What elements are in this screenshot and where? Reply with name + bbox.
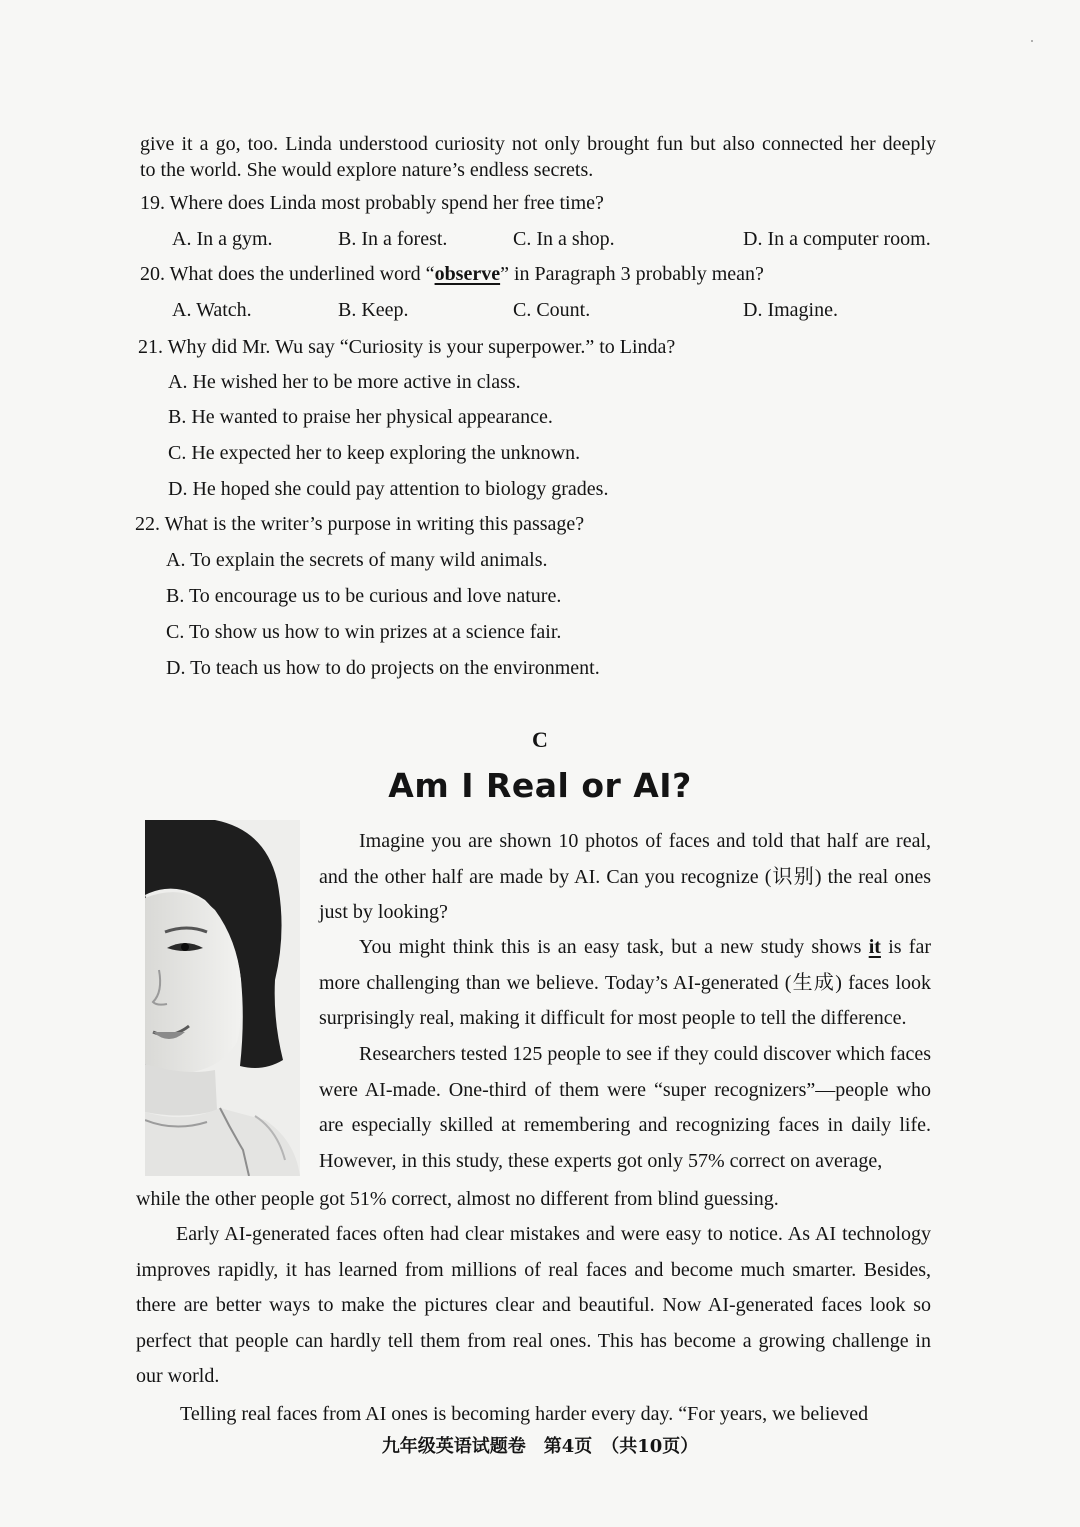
underlined-word-it: it bbox=[868, 936, 881, 958]
question-stem: Where does Linda most probably spend her free time? bbox=[169, 192, 604, 214]
q19-option-a: A. In a gym. bbox=[172, 228, 273, 250]
q20-option-a: A. Watch. bbox=[172, 299, 252, 321]
paragraph-1-text: Imagine you are shown 10 photos of faces and told that half are real, and the other half are made by AI. Can you recognize (识别) the real ones just by looking? bbox=[319, 830, 931, 923]
question-number: 22. bbox=[135, 513, 160, 535]
question-stem: Why did Mr. Wu say “Curiosity is your superpower.” to Linda? bbox=[167, 336, 676, 358]
passage-paragraph-3 bbox=[319, 1037, 931, 1179]
paragraph-3-last-line: while the other people got 51% correct, almost no different from blind guessing. bbox=[136, 1188, 779, 1210]
underlined-word-observe: observe bbox=[434, 263, 501, 285]
section-letter: C bbox=[532, 727, 548, 752]
page-footer: 九年级英语试题卷 第4页 （共10页） bbox=[381, 1436, 699, 1457]
passage-b-line-1: give it a go, too. Linda understood curiosity not only brought fun but also connected her deeply bbox=[140, 133, 936, 155]
q20-option-b: B. Keep. bbox=[338, 299, 409, 321]
q21-option-b: B. He wanted to praise her physical appearance. bbox=[168, 406, 553, 428]
paragraph-4-text: Early AI-generated faces often had clear mistakes and were easy to notice. As AI technology improves rapidly, it has learned from millions of real faces and become much smarter. Besides, there are better ways to make the pictures clear and beautiful. Now AI-generated faces look so perfect that people can hardly tell them from real ones. This has become a growing challenge in our world. bbox=[136, 1223, 931, 1387]
question-number: 21. bbox=[138, 336, 163, 358]
q19-option-d: D. In a computer room. bbox=[743, 228, 931, 250]
question-19 bbox=[140, 190, 604, 216]
passage-paragraph-4 bbox=[136, 1217, 931, 1395]
question-22 bbox=[135, 511, 584, 537]
scan-mark bbox=[1030, 30, 1034, 34]
paragraph-2-start: You might think this is an easy task, but a new study shows bbox=[359, 936, 869, 958]
question-20 bbox=[140, 261, 764, 287]
question-stem: What is the writer’s purpose in writing this passage? bbox=[164, 513, 585, 535]
question-number: 19. bbox=[140, 192, 165, 214]
paragraph-3-beside-photo: Researchers tested 125 people to see if they could discover which faces were AI-made. One-third of them were “super recognizers”—people who are especially skilled at remembering and recognizing faces in daily life. However, in this study, these experts got only 57% correct on average, bbox=[319, 1043, 931, 1172]
passage-title: Am I Real or AI? bbox=[388, 766, 692, 805]
q22-option-b: B. To encourage us to be curious and love nature. bbox=[166, 585, 562, 607]
q20-option-d: D. Imagine. bbox=[743, 299, 838, 321]
passage-b-line-2: to the world. She would explore nature’s endless secrets. bbox=[140, 159, 594, 181]
q22-option-c: C. To show us how to win prizes at a science fair. bbox=[166, 621, 562, 643]
q20-option-c: C. Count. bbox=[513, 299, 591, 321]
q21-option-c: C. He expected her to keep exploring the unknown. bbox=[168, 442, 581, 464]
q21-option-a: A. He wished her to be more active in class. bbox=[168, 371, 521, 393]
passage-paragraph-1 bbox=[319, 824, 931, 931]
passage-paragraph-5: Telling real faces from AI ones is becoming harder every day. “For years, we believed bbox=[180, 1403, 869, 1425]
passage-paragraph-2 bbox=[319, 930, 931, 1037]
q21-option-d: D. He hoped she could pay attention to biology grades. bbox=[168, 478, 609, 500]
face-photo bbox=[145, 820, 300, 1176]
question-stem-start: What does the underlined word “ bbox=[169, 263, 435, 285]
q22-option-d: D. To teach us how to do projects on the environment. bbox=[166, 657, 600, 679]
question-number: 20. bbox=[140, 263, 165, 285]
paragraph-2-end: is far more challenging than we believe. Today’s AI-generated (生成) faces look surprisingly real, making it difficult for most people to tell the difference. bbox=[319, 936, 931, 1029]
q19-option-b: B. In a forest. bbox=[338, 228, 448, 250]
question-21 bbox=[138, 334, 675, 360]
question-stem-end: ” in Paragraph 3 probably mean? bbox=[500, 263, 764, 285]
q22-option-a: A. To explain the secrets of many wild animals. bbox=[166, 549, 548, 571]
q19-option-c: C. In a shop. bbox=[513, 228, 615, 250]
